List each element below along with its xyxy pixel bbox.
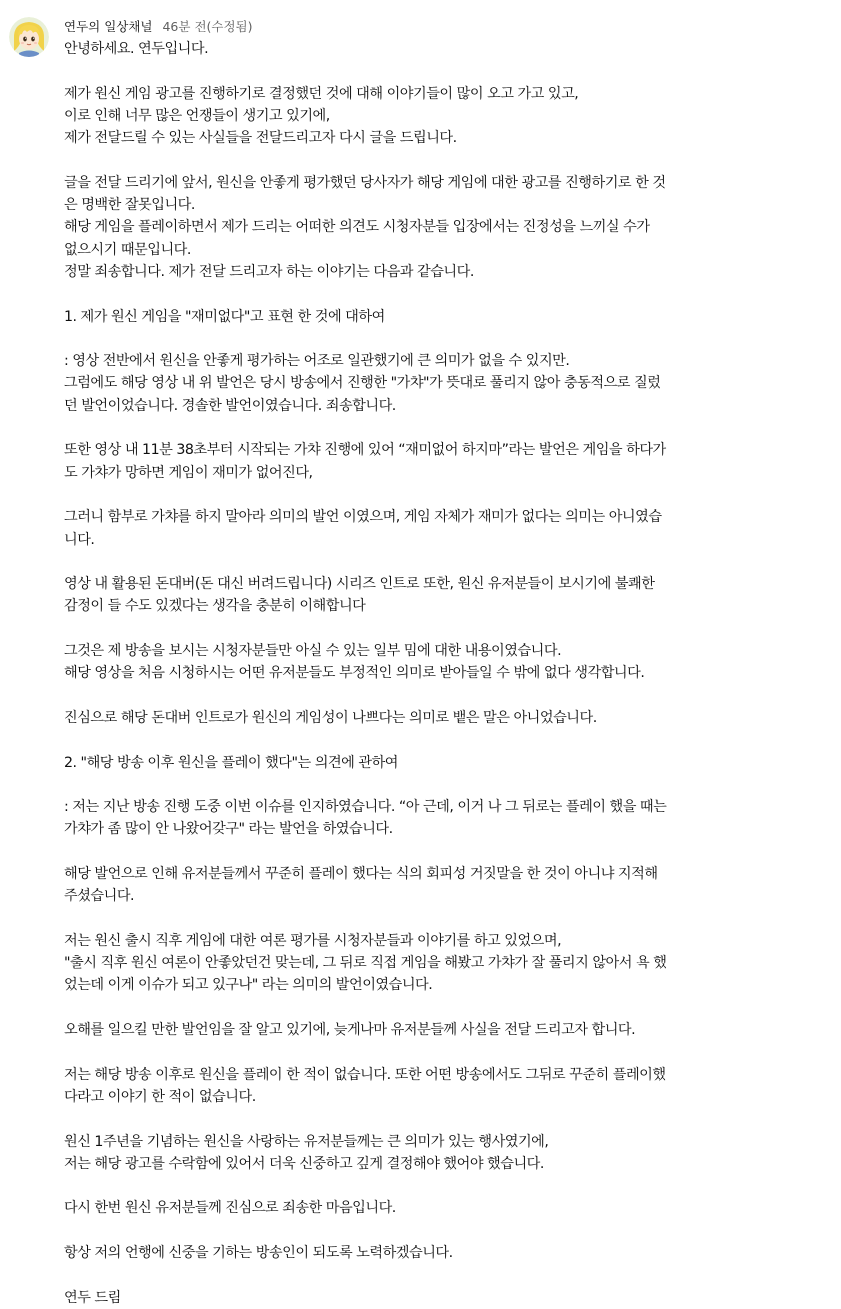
comment-text-line: 영상 내 활용된 돈대버(돈 대신 버려드립니다) 시리즈 인트로 또한, 원신 유저분들이 보시기에 불쾌한 xyxy=(64,576,655,593)
comment-text-line: 1. 제가 원신 게임을 "재미없다"고 표현 한 것에 대하여 xyxy=(64,308,385,325)
comment-blank-line xyxy=(64,1175,804,1197)
comment-blank-line xyxy=(64,149,804,171)
comment-text-line: 정말 죄송합니다. 제가 전달 드리고자 하는 이야기는 다음과 같습니다. xyxy=(64,263,474,280)
comment-blank-line xyxy=(64,417,804,439)
comment-text-line: 연두 드림 xyxy=(64,1289,121,1306)
comment-blank-line xyxy=(64,60,804,82)
comment-blank-line xyxy=(64,841,804,863)
comment-blank-line xyxy=(64,685,804,707)
comment-blank-line xyxy=(64,484,804,506)
comment-text-line: 이로 인해 너무 많은 언쟁들이 생기고 있기에, xyxy=(64,107,330,124)
comment-text-line: 글을 전달 드리기에 앞서, 원신을 안좋게 평가했던 당사자가 해당 게임에 대한 광고를 진행하기로 한 것 xyxy=(64,174,666,191)
comment-text-line: 원신 1주년을 기념하는 원신을 사랑하는 유저분들께는 큰 의미가 있는 행사였기에, xyxy=(64,1133,549,1150)
comment-blank-line xyxy=(64,328,804,350)
comment-text-line: 던 발언이었습니다. 경솔한 발언이였습니다. 죄송합니다. xyxy=(64,397,396,414)
comment-blank-line xyxy=(64,283,804,305)
author-avatar[interactable] xyxy=(9,17,49,57)
comment-text-line: 없으시기 때문입니다. xyxy=(64,241,191,258)
comment-text-line: 진심으로 해당 돈대버 인트로가 원신의 게임성이 나쁘다는 의미로 뱉은 말은 아니었습니다. xyxy=(64,709,597,726)
comment-timestamp[interactable]: 46분 전(수정됨) xyxy=(162,19,253,34)
comment-text-line: 해당 영상을 처음 시청하시는 어떤 유저분들도 부정적인 의미로 받아들일 수 밖에 없다 생각합니다. xyxy=(64,665,645,682)
comment-text-line: 가챠가 좀 많이 안 나왔어갖구" 라는 발언을 하였습니다. xyxy=(64,821,393,838)
comment-text-line: 안녕하세요. 연두입니다. xyxy=(64,41,209,57)
comment-text-line: 오해를 일으킬 만한 발언임을 잘 알고 있기에, 늦게나마 유저분들께 사실을 전달 드리고자 합니다. xyxy=(64,1022,636,1039)
comment-text-line: 주셨습니다. xyxy=(64,888,135,905)
comment-text-line: 해당 발언으로 인해 유저분들께서 꾸준히 플레이 했다는 식의 회피성 거짓말을 한 것이 아니냐 지적해 xyxy=(64,865,658,882)
comment-text-line: 그럼에도 해당 영상 내 위 발언은 당시 방송에서 진행한 "가챠"가 뜻대로 풀리지 않아 충동적으로 질렀 xyxy=(64,375,661,392)
comment-blank-line xyxy=(64,908,804,930)
comment-blank-line xyxy=(64,774,804,796)
comment-text-line: 감정이 들 수도 있겠다는 생각을 충분히 이해합니다 xyxy=(64,598,366,615)
comment-blank-line xyxy=(64,1264,804,1286)
comment-blank-line xyxy=(64,1108,804,1130)
comment-text-line: 해당 게임을 플레이하면서 제가 드리는 어떠한 의견도 시청자분들 입장에서는 진정성을 느끼실 수가 xyxy=(64,219,650,236)
comment-blank-line xyxy=(64,551,804,573)
comment-text-line: 저는 해당 방송 이후로 원신을 플레이 한 적이 없습니다. 또한 어떤 방송에서도 그뒤로 꾸준히 플레이했 xyxy=(64,1066,666,1083)
comment-text-line: 은 명백한 잘못입니다. xyxy=(64,197,195,214)
comment-text-line: 2. "해당 방송 이후 원신을 플레이 했다"는 의견에 관하여 xyxy=(64,754,398,771)
comment-text-line: 다라고 이야기 한 적이 없습니다. xyxy=(64,1088,256,1105)
avatar-icon xyxy=(9,17,49,57)
comment-text-line: 항상 저의 언행에 신중을 기하는 방송인이 되도록 노력하겠습니다. xyxy=(64,1245,453,1262)
comment-text-line: 저는 해당 광고를 수락함에 있어서 더욱 신중하고 깊게 결정해야 했어야 했습니다. xyxy=(64,1155,544,1172)
comment-text-line: 제가 전달드릴 수 있는 사실들을 전달드리고자 다시 글을 드립니다. xyxy=(64,130,457,147)
comment-text-line: 니다. xyxy=(64,531,95,548)
comment-text-line: 었는데 이게 이슈가 되고 있구나" 라는 의미의 발언이였습니다. xyxy=(64,977,433,994)
comment-text-line: 도 가챠가 망하면 게임이 재미가 없어진다, xyxy=(64,464,313,481)
comment-header xyxy=(64,17,253,37)
comment-text-line: 또한 영상 내 11분 38초부터 시작되는 가챠 진행에 있어 “재미없어 하지마”라는 발언은 게임을 하다가 xyxy=(64,442,666,459)
comment-text-line: : 저는 지난 방송 진행 도중 이번 이슈를 인지하였습니다. “아 근데, 이거 나 그 뒤로는 플레이 했을 때는 xyxy=(64,799,667,816)
comment-blank-line xyxy=(64,729,804,751)
author-name[interactable]: 연두의 일상채널 xyxy=(64,19,153,34)
comment-blank-line xyxy=(64,618,804,640)
comment-text-line: : 영상 전반에서 원신을 안좋게 평가하는 어조로 일관했기에 큰 의미가 없을 수 있지만. xyxy=(64,353,570,370)
comment-text-line: 그러니 함부로 가챠를 하지 말아라 의미의 발언 이였으며, 게임 자체가 재미가 없다는 의미는 아니였습 xyxy=(64,509,662,526)
comment-text-line: 저는 원신 출시 직후 게임에 대한 여론 평가를 시청자분들과 이야기를 하고 있었으며, xyxy=(64,932,562,949)
comment-blank-line xyxy=(64,1220,804,1242)
comment-blank-line xyxy=(64,1041,804,1063)
comment-text-line: 그것은 제 방송을 보시는 시청자분들만 아실 수 있는 일부 밈에 대한 내용이였습니다. xyxy=(64,643,562,660)
comment-text-line: 제가 원신 게임 광고를 진행하기로 결정했던 것에 대해 이야기들이 많이 오고 가고 있고, xyxy=(64,85,579,102)
comment-body xyxy=(64,38,804,1309)
comment-text-line: 다시 한번 원신 유저분들께 진심으로 죄송한 마음입니다. xyxy=(64,1200,396,1217)
comment-text-line: "출시 직후 원신 여론이 안좋았던건 맞는데, 그 뒤로 직접 게임을 해봤고 가챠가 잘 풀리지 않아서 욕 했 xyxy=(64,955,667,972)
comment-blank-line xyxy=(64,997,804,1019)
